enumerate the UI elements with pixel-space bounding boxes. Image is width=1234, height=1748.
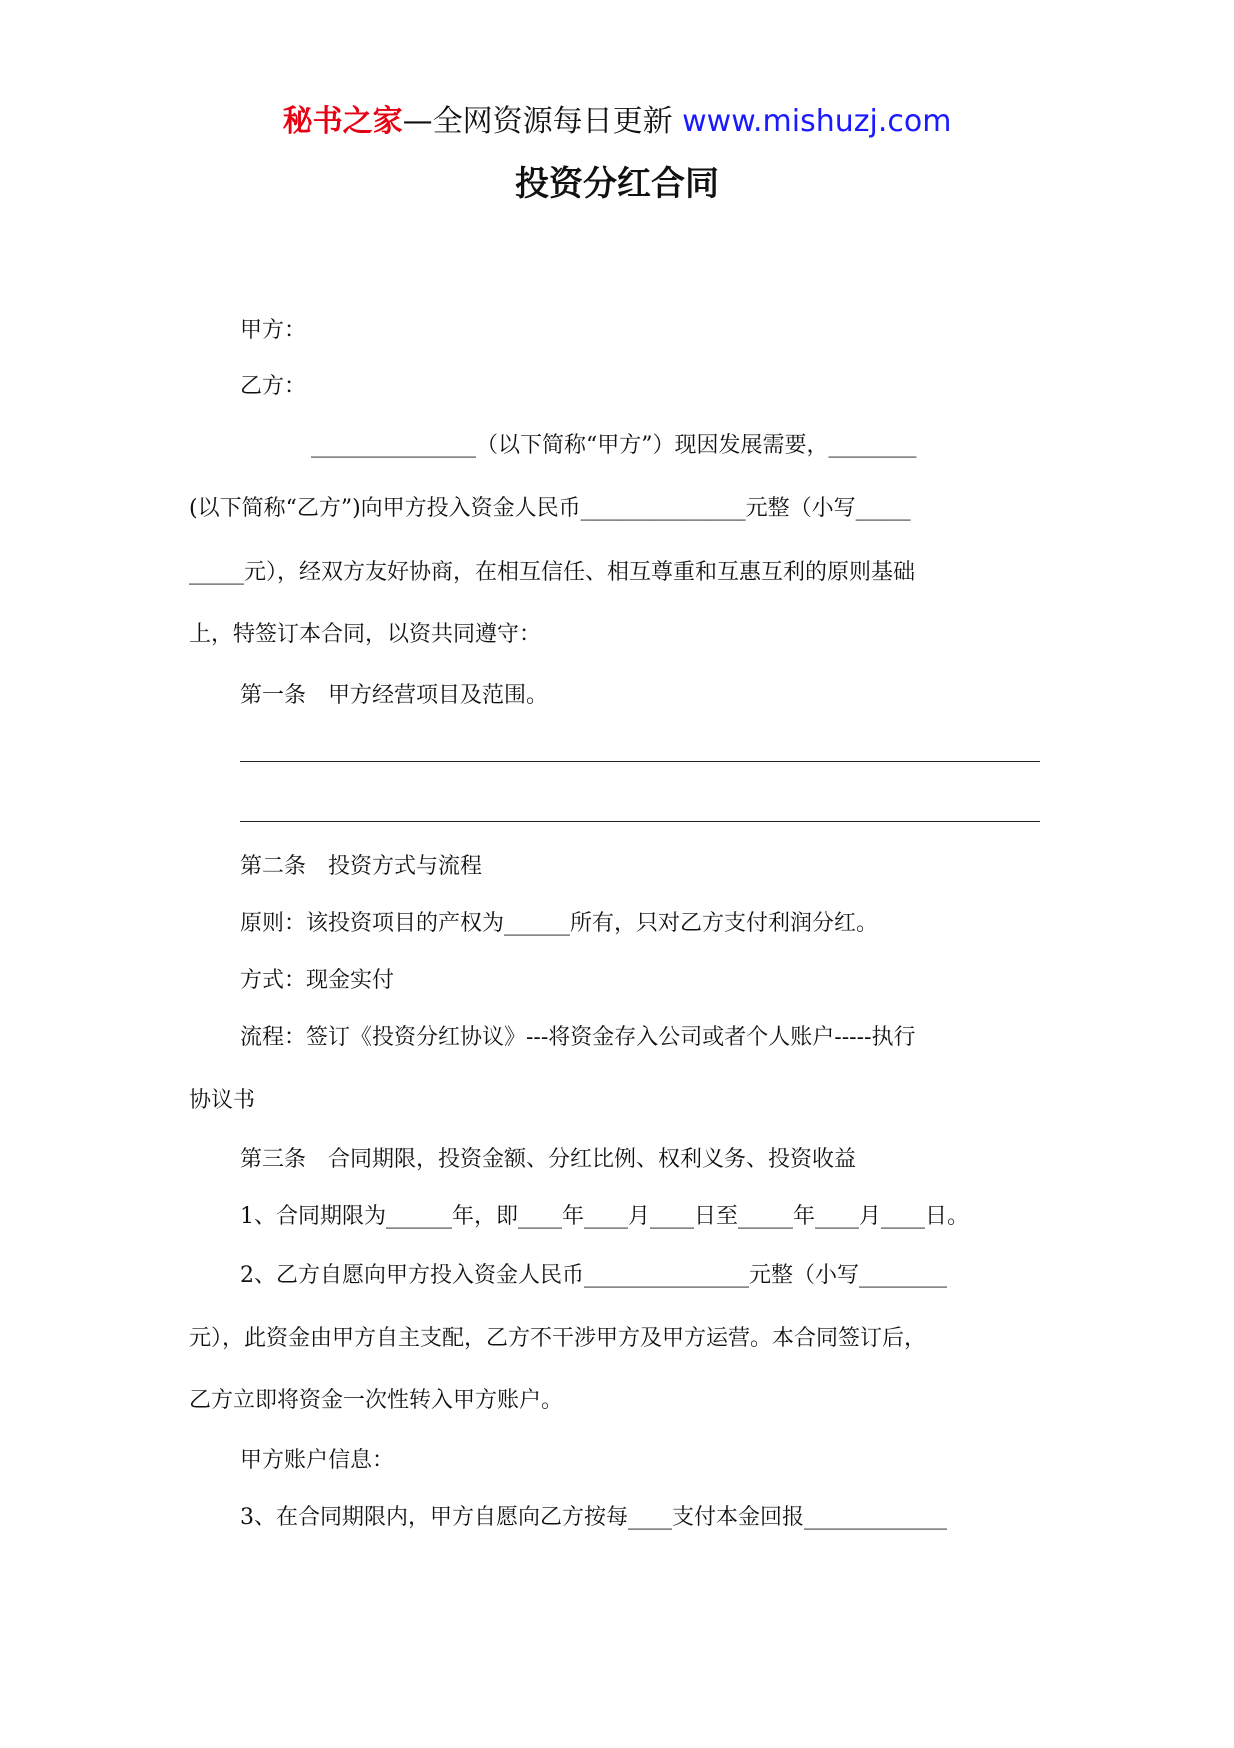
site-header xyxy=(0,100,1234,144)
fill-in-blank-line xyxy=(240,761,1040,762)
paragraph-line: _____元），经双方友好协商，在相互信任、相互尊重和互惠互利的原则基础 xyxy=(189,560,916,585)
paragraph-line: 上，特签订本合同，以资共同遵守： xyxy=(189,622,542,647)
paragraph-line: 甲方账户信息： xyxy=(240,1448,395,1473)
paragraph-line: 协议书 xyxy=(189,1088,256,1113)
brand-name: 秘书之家 xyxy=(282,104,403,139)
article-1-heading: 第一条 甲方经营项目及范围。 xyxy=(240,683,549,708)
paragraph-line: 原则：该投资项目的产权为______所有，只对乙方支付利润分红。 xyxy=(240,911,879,936)
article-2-heading: 第二条 投资方式与流程 xyxy=(240,854,483,879)
article-3-heading: 第三条 合同期限，投资金额、分红比例、权利义务、投资收益 xyxy=(240,1147,857,1172)
paragraph-line: 流程：签订《投资分红协议》---将资金存入公司或者个人账户-----执行 xyxy=(240,1025,916,1050)
paragraph-line: 2、乙方自愿向甲方投入资金人民币_______________元整（小写________ xyxy=(240,1263,947,1288)
party-b-label: 乙方： xyxy=(240,374,307,399)
document-title: 投资分红合同 xyxy=(515,164,719,204)
party-a-label: 甲方： xyxy=(240,318,307,343)
paragraph-line: _______________（以下简称“甲方”）现因发展需要，________ xyxy=(311,433,917,458)
paragraph-line: (以下简称“乙方”)向甲方投入资金人民币_______________元整（小写_____ xyxy=(189,496,911,521)
header-slogan: —全网资源每日更新 xyxy=(402,104,683,139)
paragraph-line: 1、合同期限为______年，即____年____月____日至_____年____月____日。 xyxy=(240,1204,969,1229)
paragraph-line: 元），此资金由甲方自主支配，乙方不干涉甲方及甲方运营。本合同签订后， xyxy=(189,1326,927,1351)
paragraph-line: 乙方立即将资金一次性转入甲方账户。 xyxy=(189,1388,564,1413)
fill-in-blank-line xyxy=(240,821,1040,822)
paragraph-line: 方式：现金实付 xyxy=(240,968,395,993)
paragraph-line: 3、在合同期限内，甲方自愿向乙方按每____支付本金回报_____________ xyxy=(240,1505,947,1530)
site-url-link[interactable]: www.mishuzj.com xyxy=(682,104,952,139)
